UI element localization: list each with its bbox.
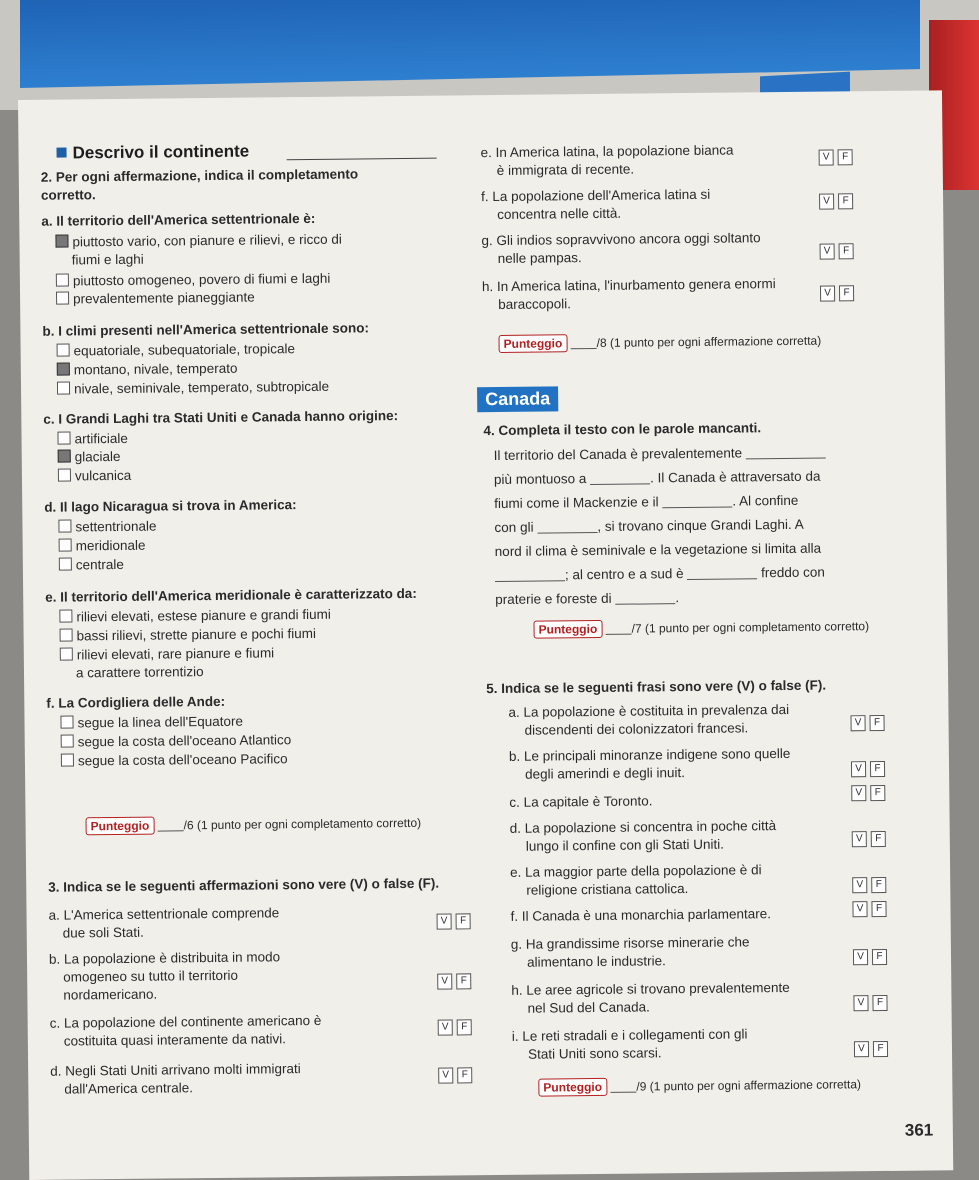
ex3-f-vf[interactable] [819,193,853,209]
answer-blank[interactable] [615,591,675,605]
ex4-line-5: nord il clima è seminivale e la vegetazione si limita alla [494,540,822,560]
ex3-d-text-cont: dall'America centrale. [64,1080,194,1097]
ex2-b-question: b. I climi presenti nell'America settentrionale sono: [42,320,370,339]
checkbox-icon[interactable] [61,753,74,766]
ex5-d-text: d. La popolazione si concentra in poche città [509,818,777,836]
ex5-e-text: e. La maggior parte della popolazione è di [510,862,762,880]
ex2-f-option-3[interactable]: segue la costa dell'oceano Pacifico [61,751,288,768]
ex4-line-1: Il territorio del Canada è prevalentemente [494,445,826,463]
ex2-a-option-1-cont: fiumi e laghi [71,251,144,268]
ex2-e-option-2[interactable]: bassi rilievi, strette pianure e pochi fiumi [60,626,317,644]
answer-blank[interactable] [590,471,650,485]
page-number: 361 [904,1120,934,1140]
true-box[interactable]: V [854,1041,869,1057]
ex5-i-text-cont: Stati Uniti sono scarsi. [527,1045,662,1062]
ex2-b-option-3[interactable]: nivale, seminivale, temperato, subtropicale [57,379,329,397]
checkbox-icon[interactable] [57,381,70,394]
true-box[interactable]: V [820,285,835,301]
checkbox-icon[interactable] [57,431,70,444]
false-box[interactable]: F [871,831,886,847]
checkbox-icon[interactable] [56,291,69,304]
false-box[interactable]: F [456,913,471,929]
checkbox-icon[interactable] [59,609,72,622]
false-box[interactable]: F [871,877,886,893]
checkbox-icon[interactable] [57,343,70,356]
score-badge: Punteggio [533,620,602,639]
score-badge: Punteggio [538,1078,607,1097]
false-box[interactable]: F [872,995,887,1011]
ex5-g-text: g. Ha grandissime risorse minerarie che [510,934,750,952]
checkbox-checked-icon[interactable] [57,362,70,375]
ex5-b-vf[interactable] [851,761,885,777]
ex3-h-vf[interactable] [820,285,854,301]
ex2-f-option-1[interactable]: segue la linea dell'Equatore [60,714,243,731]
checkbox-checked-icon[interactable] [55,234,68,247]
ex3-e-vf[interactable] [819,149,853,165]
ex2-a-question: a. Il territorio dell'America settentrionale è: [41,210,316,229]
ex2-a-option-2[interactable]: piuttosto omogeneo, povero di fiumi e laghi [56,271,331,289]
ex5-a-text: a. La popolazione è costituita in prevalenza dai [508,701,790,720]
ex3-b-text: b. La popolazione è distribuita in modo [48,949,281,967]
false-box[interactable]: F [871,901,886,917]
ex5-i-text: i. Le reti stradali e i collegamenti con gli [511,1026,748,1044]
ex2-instruction-cont: corretto. [40,187,96,203]
ex3-f-text: f. La popolazione dell'America latina si [480,186,711,205]
ex2-score: Punteggio /6 (1 punto per ogni completamento corretto) [86,814,422,836]
true-box[interactable]: V [852,901,867,917]
ex2-e-option-3[interactable]: rilievi elevati, rare pianure e fiumi [60,645,274,662]
ex4-line-3: fiumi come il Mackenzie e il . Al confine [494,492,799,512]
ex5-c-text: c. La capitale è Toronto. [509,793,653,810]
ex3-b-vf[interactable] [437,973,471,989]
ex2-c-option-3[interactable]: vulcanica [58,468,131,484]
ex5-e-vf[interactable] [852,877,886,893]
false-box[interactable]: F [870,785,885,801]
checkbox-icon[interactable] [56,273,69,286]
ex5-c-vf[interactable] [851,785,885,801]
ex2-c-option-2[interactable]: glaciale [58,449,121,465]
ex3-d-vf[interactable] [438,1067,472,1083]
checkbox-icon[interactable] [59,538,72,551]
ex5-instruction: 5. Indica se le seguenti frasi sono vere (V) o false (F). [486,677,827,697]
ex5-g-text-cont: alimentano le industrie. [526,953,666,970]
ex2-e-option-1[interactable]: rilievi elevati, estese pianure e grandi fiumi [59,607,331,625]
ex2-a-option-1[interactable]: piuttosto vario, con pianure e rilievi, e ricco di [55,232,342,250]
ex3-b-text-cont2: nordamericano. [63,986,158,1003]
ex5-a-text-cont: discendenti dei colonizzatori francesi. [524,720,749,738]
ex3-c-text-cont: costituita quasi interamente da nativi. [63,1031,287,1049]
ex2-e-question: e. Il territorio dell'America meridionale è caratterizzato da: [45,585,417,605]
false-box[interactable]: F [869,715,884,731]
ex4-line-2: più montuoso a . Il Canada è attraversato da [493,468,821,488]
ex5-d-text-cont: lungo il confine con gli Stati Uniti. [525,836,725,854]
ex5-b-text-cont: degli amerindi e degli inuit. [525,765,686,782]
false-box[interactable]: F [872,949,887,965]
ex5-e-text-cont: religione cristiana cattolica. [526,881,689,898]
true-box[interactable]: V [438,1067,453,1083]
true-box[interactable]: V [850,715,865,731]
true-box[interactable]: V [852,831,867,847]
ex2-f-question: f. La Cordigliera delle Ande: [46,693,226,711]
ex3-e-text: e. In America latina, la popolazione bianca [480,142,734,161]
textbook-page [18,90,953,1180]
ex3-f-text-cont: concentra nelle città. [497,205,622,222]
ex2-a-option-3[interactable]: prevalentemente pianeggiante [56,290,255,307]
false-box[interactable]: F [457,1019,472,1035]
true-box[interactable]: V [437,974,452,990]
section-title: Descrivo il continente [56,142,249,164]
ex3-c-text: c. La popolazione del continente americano è [49,1012,322,1031]
ex2-f-option-2[interactable]: segue la costa dell'oceano Atlantico [61,732,292,749]
score-badge: Punteggio [498,334,567,353]
ex3-a-vf[interactable] [437,913,471,929]
ex2-c-question: c. I Grandi Laghi tra Stati Uniti e Canada hanno origine: [43,408,399,427]
ex3-a-text: a. L'America settentrionale comprende [48,905,280,923]
ex3-g-text-cont: nelle pampas. [497,250,582,266]
ex3-b-text-cont: omogeneo su tutto il territorio [63,967,239,985]
ex2-d-option-2[interactable]: meridionale [59,538,146,554]
answer-blank[interactable] [537,520,597,534]
ex3-h-text-cont: baraccopoli. [498,296,572,312]
score-blank[interactable] [158,818,184,831]
checkbox-icon[interactable] [60,715,73,728]
ex5-score: Punteggio /9 (1 punto per ogni affermazione corretta) [538,1075,861,1096]
ex2-d-option-1[interactable]: settentrionale [58,519,156,535]
ex2-d-option-3[interactable]: centrale [59,557,124,573]
ex2-e-option-3-cont: a carattere torrentizio [75,664,204,681]
score-blank[interactable] [571,336,597,349]
ex3-score: Punteggio /8 (1 punto per ogni affermazione corretta) [498,332,821,353]
true-box[interactable]: V [851,785,866,801]
checkbox-icon[interactable] [61,734,74,747]
ex3-d-text: d. Negli Stati Uniti arrivano molti immigrati [50,1061,301,1079]
ex2-b-option-1[interactable]: equatoriale, subequatoriale, tropicale [57,341,296,358]
score-blank[interactable] [610,1080,636,1093]
ex5-h-vf[interactable] [853,995,887,1011]
true-box[interactable]: V [819,149,834,165]
ex4-score: Punteggio /7 (1 punto per ogni completamento corretto) [533,617,869,639]
ex5-b-text: b. Le principali minoranze indigene sono quelle [508,745,791,764]
true-box[interactable]: V [438,1019,453,1035]
false-box[interactable]: F [838,149,853,165]
false-box[interactable]: F [839,285,854,301]
ex3-instruction: 3. Indica se le seguenti affermazioni sono vere (V) o false (F). [48,875,440,895]
true-box[interactable]: V [437,914,452,930]
score-blank[interactable] [606,622,632,635]
checkbox-icon[interactable] [60,628,73,641]
canada-heading: Canada [477,386,558,412]
ex3-g-vf[interactable] [820,243,854,259]
false-box[interactable]: F [457,1067,472,1083]
checkbox-checked-icon[interactable] [58,449,71,462]
answer-blank[interactable] [687,566,757,580]
ex5-h-text: h. Le aree agricole si trovano prevalentemente [511,979,790,998]
checkbox-icon[interactable] [59,557,72,570]
square-bullet-icon [57,147,67,157]
ex5-f-text: f. Il Canada è una monarchia parlamentare. [510,906,772,924]
ex2-d-question: d. Il lago Nicaragua si trova in America: [44,497,297,515]
ex5-d-vf[interactable] [852,831,886,847]
ex3-h-text: h. In America latina, l'inurbamento genera enormi [481,276,776,295]
ex5-a-vf[interactable] [850,715,884,731]
false-box[interactable]: F [838,193,853,209]
ex3-g-text: g. Gli indios sopravvivono ancora oggi soltanto [481,230,761,249]
ex2-instruction: 2. Per ogni affermazione, indica il completamento [40,166,359,185]
false-box[interactable]: F [870,761,885,777]
checkbox-icon[interactable] [60,647,73,660]
ex5-g-vf[interactable] [853,949,887,965]
checkbox-icon[interactable] [58,519,71,532]
ex2-b-option-2[interactable]: montano, nivale, temperato [57,361,238,378]
ex5-h-text-cont: nel Sud del Canada. [527,999,650,1016]
true-box[interactable]: V [851,761,866,777]
ex3-a-text-cont: due soli Stati. [62,924,144,941]
score-badge: Punteggio [86,817,155,836]
answer-blank[interactable] [662,495,732,509]
false-box[interactable]: F [839,243,854,259]
title-rule [287,158,437,161]
ex3-c-vf[interactable] [438,1019,472,1035]
answer-blank[interactable] [746,446,826,460]
false-box[interactable]: F [456,973,471,989]
false-box[interactable]: F [873,1041,888,1057]
ex2-c-option-1[interactable]: artificiale [57,431,127,447]
ex4-line-6: ; al centro e a sud è freddo con [495,565,825,583]
ex3-e-text-cont: è immigrata di recente. [496,161,635,178]
ex4-instruction: 4. Completa il testo con le parole mancanti. [483,420,762,439]
true-box[interactable]: V [819,193,834,209]
ex4-line-4: con gli , si trovano cinque Grandi Laghi. A [494,516,804,536]
answer-blank[interactable] [495,568,565,582]
ex4-line-7: praterie e foreste di . [495,590,680,608]
ex5-i-vf[interactable] [854,1041,888,1057]
true-box[interactable]: V [852,877,867,893]
true-box[interactable]: V [820,243,835,259]
true-box[interactable]: V [853,949,868,965]
ex5-f-vf[interactable] [852,901,886,917]
checkbox-icon[interactable] [58,468,71,481]
true-box[interactable]: V [853,995,868,1011]
